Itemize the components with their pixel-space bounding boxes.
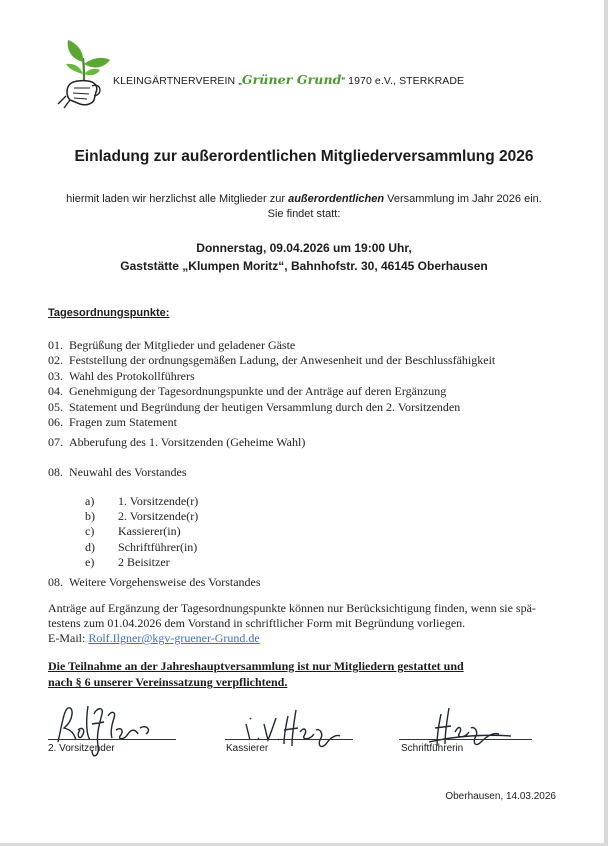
sub-letter: c) [85,524,95,539]
intro-line-1 [0,192,608,207]
agenda-text: Abberufung des 1. Vorsitzenden (Geheime Wahl) [69,435,306,449]
sub-letter: d) [85,539,95,554]
sub-text: 1. Vorsitzende(r) [118,494,199,508]
document-title: Einladung zur außerordentlichen Mitgliederversammlung 2026 [74,148,534,165]
intro-after: Versammlung im Jahr 2026 ein. [384,193,542,205]
email-label: E-Mail: [48,631,89,645]
agenda-heading: Tagesordnungspunkte: [48,307,170,319]
proposals-line-2: testens zum 01.04.2026 dem Vorstand in schriftlicher Form mit Begründung vorliegen. [48,616,466,630]
signature-line-secretary [399,739,532,740]
sub-text: 2. Vorsitzende(r) [118,509,199,524]
agenda-item [48,384,495,399]
sub-letter: e) [85,554,95,569]
agenda-item-08 [48,465,187,480]
proposals-line-1: Anträge auf Ergänzung der Tagesordnungspunkte können nur Berücksichtigung finden, wenn sie spä- [48,601,536,615]
intro-text [0,192,608,222]
agenda-item [48,400,495,415]
agenda-text: Fragen zum Statement [69,414,177,429]
agenda-item [48,353,495,368]
notice-line-2: nach § 6 unserer Vereinssatzung verpflichtend. [48,675,288,689]
intro-line-2: Sie findet statt: [267,208,341,220]
sub-item [85,555,198,570]
agenda-group-1 [48,338,495,430]
email-line [48,631,568,646]
agenda-text: Neuwahl des Vorstandes [69,465,187,479]
agenda-num: 02. [48,353,63,368]
sub-text: Kassierer(in) [118,524,181,539]
agenda-text: Weitere Vorgehensweise des Vorstandes [69,575,261,589]
sub-item [85,509,198,524]
signature-label-secretary: Schriftführerin [401,743,464,754]
sub-item [85,540,198,555]
agenda-text: Feststellung der ordnungsgemäßen Ladung, der Anwesenheit und der Beschlussfähigkeit [69,353,496,368]
signature-label-vice-chair: 2. Vorsitzender [48,743,115,754]
club-name: Grüner Grund [241,72,342,87]
intro-before: hiermit laden wir herzlichst alle Mitglieder zur [66,193,289,205]
signature-label-treasurer: Kassierer [226,743,269,754]
agenda-text: Statement und Begründung der heutigen Versammlung durch den 2. Vorsitzenden [69,399,461,414]
event-location: Gaststätte „Klumpen Moritz“, Bahnhofstr. 30, 46145 Oberhausen [120,259,488,273]
sub-item [85,494,198,509]
event-datetime: Donnerstag, 09.04.2026 um 19:00 Uhr, [196,241,412,255]
agenda-num: 06. [48,414,63,429]
club-prefix: KLEINGÄRTNERVEREIN „ [113,75,242,87]
sprout-in-hand-icon [56,38,112,110]
club-suffix: “ 1970 e.V., STERKRADE [341,75,465,87]
sub-text: Schriftführer(in) [118,539,198,554]
agenda-item-08b [48,575,261,590]
agenda-item-07 [48,435,305,450]
agenda-item [48,338,495,353]
election-sub-list [85,494,198,570]
agenda-item [48,575,261,590]
event-details [0,239,608,275]
agenda-num: 08. [48,465,63,479]
participation-notice [48,658,464,690]
agenda-text: Begrüßung der Mitglieder und geladener Gäste [69,338,296,352]
agenda-text: Genehmigung der Tagesordnungspunkte und der Anträge auf deren Ergänzung [69,384,447,399]
sub-text: 2 Beisitzer [118,554,170,569]
agenda-num: 04. [48,384,63,399]
agenda-num: 01. [48,338,63,352]
agenda-num: 03. [48,368,63,383]
place-date: Oberhausen, 14.03.2026 [445,791,556,802]
agenda-item [48,369,495,384]
club-name-line [113,72,464,87]
signature-line-vice-chair [48,739,176,740]
notice-line-1: Die Teilnahme an der Jahreshauptversammlung ist nur Mitgliedern gestattet und [48,659,464,673]
scan-edge-right [604,0,608,846]
agenda-item [48,435,305,450]
agenda-num: 05. [48,399,63,414]
agenda-item [48,465,187,480]
email-link[interactable]: Rolf.Ilgner@kgv-gruener-Grund.de [88,631,260,645]
agenda-num: 08. [48,575,63,589]
agenda-text: Wahl des Protokollführers [69,368,195,383]
agenda-num: 07. [48,435,63,449]
agenda-item [48,415,495,430]
intro-emphasis: außerordentlichen [288,193,385,205]
proposals-paragraph [48,601,568,646]
sub-letter: a) [85,494,95,508]
signature-line-treasurer [225,739,353,740]
sub-item [85,524,198,539]
sub-letter: b) [85,509,95,524]
